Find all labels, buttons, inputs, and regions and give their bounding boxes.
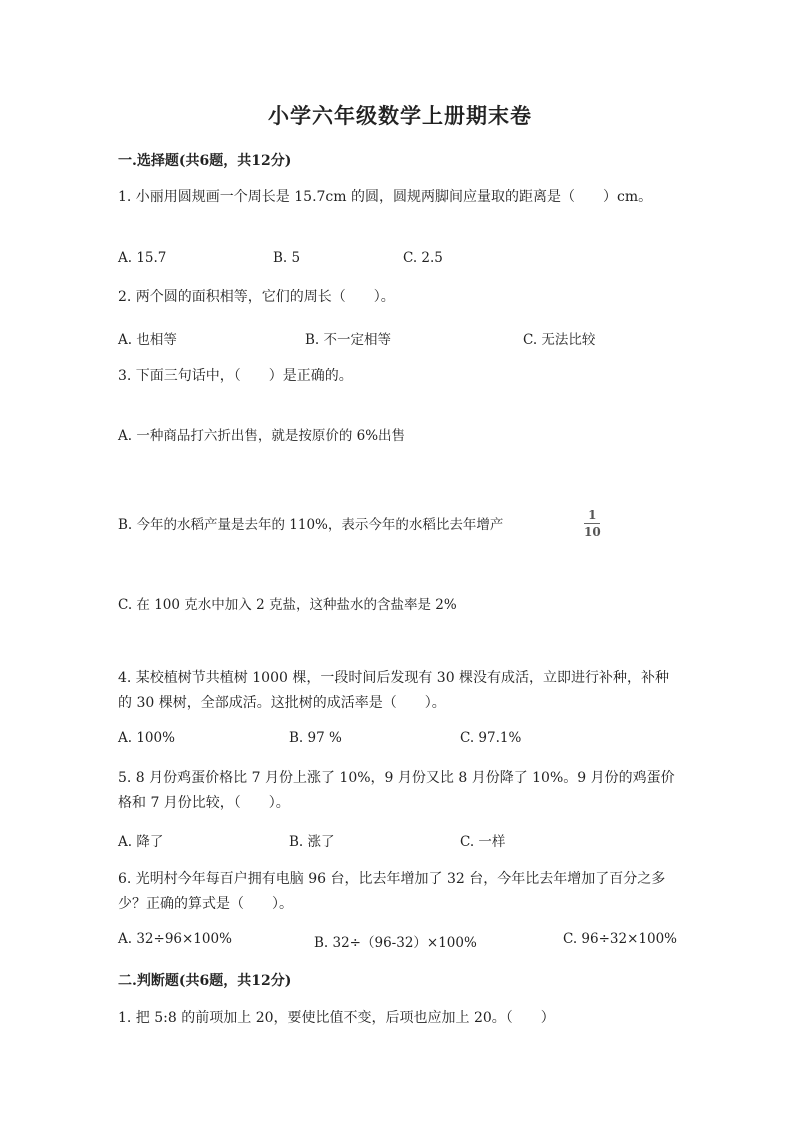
section-heading-true-false: 二.判断题(共6题，共12分) [118, 973, 292, 989]
question-4-text: 4. 某校植树节共植树 1000 棵，一段时间后发现有 30 棵没有成活，立即进行补种，补种的 30 棵树，全部成活。这批树的成活率是（ ）。 [118, 670, 670, 711]
question-5-text: 5. 8 月份鸡蛋价格比 7 月份上涨了 10%，9 月份又比 8 月份降了 10%。9 月份的鸡蛋价格和 7 月份比较，（ ）。 [118, 770, 675, 811]
q6-option-a: A. 32÷96×100% [118, 931, 232, 947]
fraction-bar [584, 523, 600, 524]
q5-option-b: B. 涨了 [289, 834, 335, 850]
question-6-text: 6. 光明村今年每百户拥有电脑 96 台，比去年增加了 32 台，今年比去年增加了百分之多少？正确的算式是（ ）。 [118, 871, 666, 912]
q3-option-c: C. 在 100 克水中加入 2 克盐，这种盐水的含盐率是 2% [118, 597, 457, 613]
q5-option-c: C. 一样 [460, 834, 506, 850]
section-heading-choice: 一.选择题(共6题，共12分) [118, 153, 292, 169]
question-1-text: 1. 小丽用圆规画一个周长是 15.7cm 的圆，圆规两脚间应量取的距离是（ ）cm。 [118, 189, 653, 205]
page-title: 小学六年级数学上册期末卷 [268, 103, 532, 128]
q2-option-a: A. 也相等 [118, 332, 177, 348]
question-3-text: 3. 下面三句话中，（ ）是正确的。 [118, 368, 353, 384]
q2-option-b: B. 不一定相等 [305, 332, 392, 348]
q6-option-b: B. 32÷（96-32）×100% [314, 935, 477, 951]
q4-option-b: B. 97 % [289, 730, 342, 746]
fraction-one-tenth [584, 508, 601, 539]
q1-option-b: B. 5 [273, 250, 301, 266]
q6-option-c: C. 96÷32×100% [563, 931, 678, 947]
q5-option-a: A. 降了 [118, 834, 164, 850]
tf-question-1-text: 1. 把 5:8 的前项加上 20，要使比值不变，后项也应加上 20。（ ） [118, 1010, 555, 1026]
q4-option-a: A. 100% [118, 730, 175, 746]
q4-option-c: C. 97.1% [460, 730, 522, 746]
question-2-text: 2. 两个圆的面积相等，它们的周长（ ）。 [118, 289, 395, 305]
q2-option-c: C. 无法比较 [523, 332, 596, 348]
fraction-denominator: 10 [584, 525, 601, 539]
q3-option-b: B. 今年的水稻产量是去年的 110%，表示今年的水稻比去年增产 [118, 517, 504, 533]
q1-option-c: C. 2.5 [403, 250, 443, 266]
q1-option-a: A. 15.7 [118, 250, 167, 266]
fraction-numerator: 1 [588, 508, 597, 522]
q3-option-a: A. 一种商品打六折出售，就是按原价的 6%出售 [118, 428, 406, 444]
